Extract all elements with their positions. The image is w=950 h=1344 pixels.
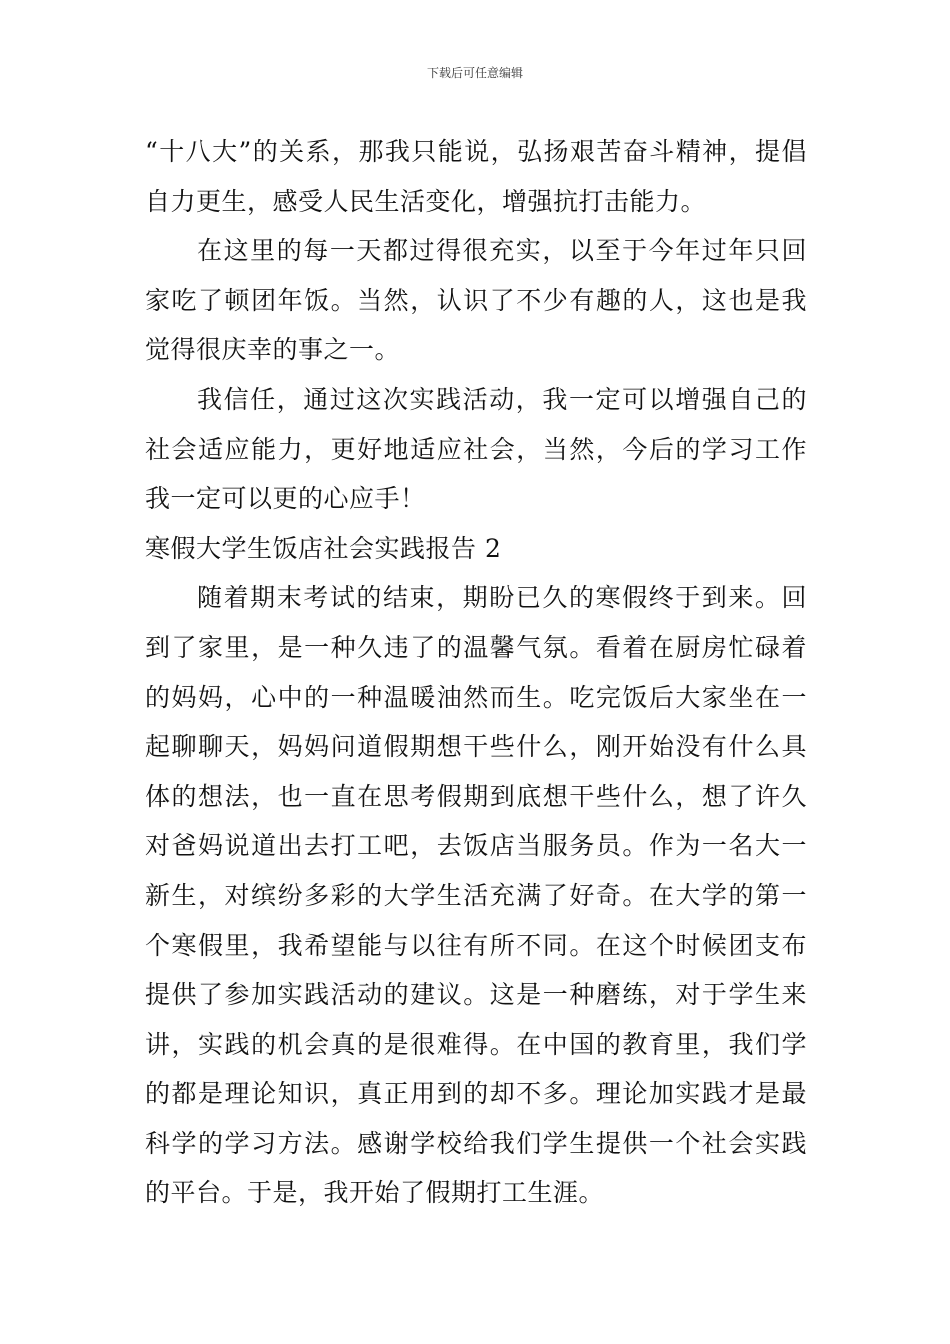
paragraph: 我信任，通过这次实践活动，我一定可以增强自己的社会适应能力，更好地适应社会，当然，今后的学习工作我一定可以更的心应手！ xyxy=(145,384,807,514)
page-header: 下载后可任意编辑 xyxy=(426,66,523,80)
paragraph: 在这里的每一天都过得很充实，以至于今年过年只回家吃了顿团年饭。当然，认识了不少有趣的人，这也是我觉得很庆幸的事之一。 xyxy=(145,236,807,365)
paragraph: 随着期末考试的结束，期盼已久的寒假终于到来。回到了家里，是一种久违了的温馨气氛。看着在厨房忙碌着的妈妈，心中的一种温暖油然而生。吃完饭后大家坐在一起聊聊天，妈妈问道假期想干些什么，刚开始没有什么具体的想法，也一直在思考假期到底想干些什么，想了许久对爸妈说道出去打工吧，去饭店当服务员。作为一名大一新生，对缤纷多彩的大学生活充满了好奇。在大学的第一个寒假里，我希望能与以往有所不同。在这个时候团支布提供了参加实践活动的建议。这是一种磨练，对于学生来讲，实践的机会真的是很难得。在中国的教育里，我们学的都是理论知识，真正用到的却不多。理论加实践才是最科学的学习方法。感谢学校给我们学生提供一个社会实践的平台。于是，我开始了假期打工生涯。 xyxy=(145,583,807,1208)
paragraph-continuation: “十八大”的关系，那我只能说，弘扬艰苦奋斗精神，提倡自力更生，感受人民生活变化，增强抗打击能力。 xyxy=(145,137,807,216)
section-heading: 寒假大学生饭店社会实践报告 2 xyxy=(145,533,502,563)
document-body xyxy=(145,127,807,1218)
